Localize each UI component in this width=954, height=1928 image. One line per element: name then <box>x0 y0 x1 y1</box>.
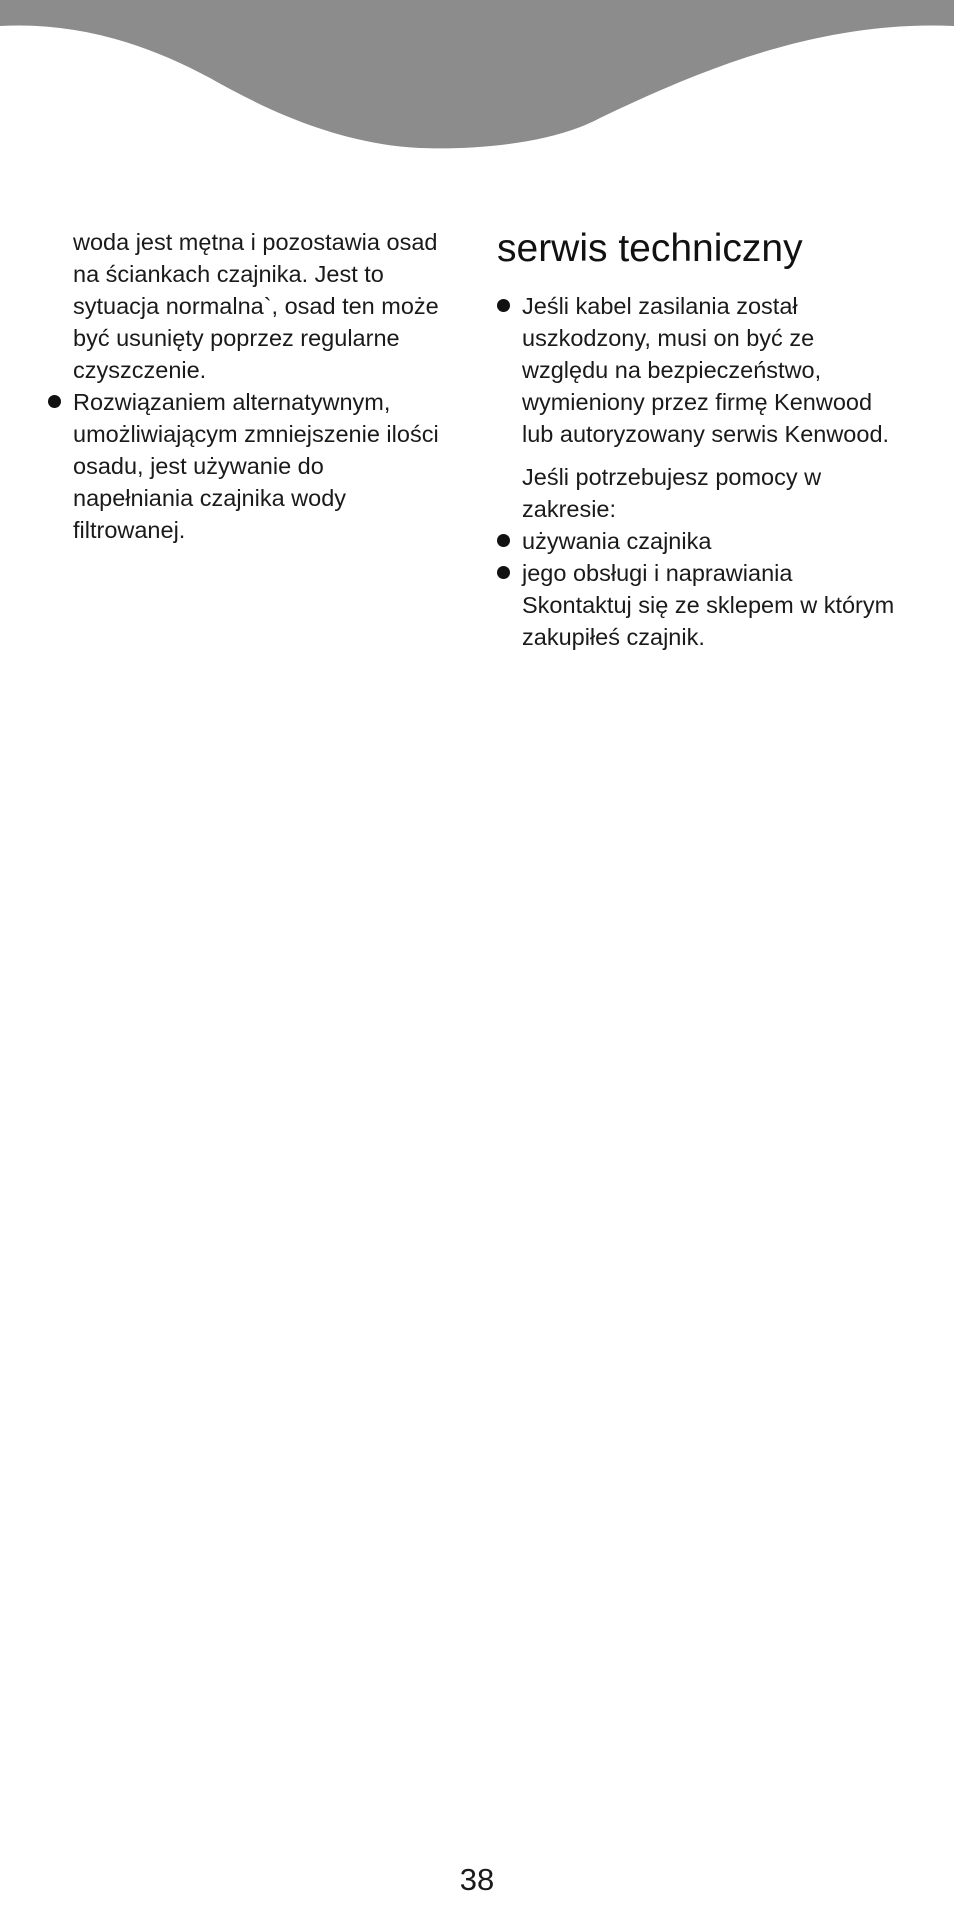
bullet-item-cable <box>497 290 927 450</box>
text-line: woda jest mętna i pozostawia osad <box>73 229 438 255</box>
text-line: filtrowanej. <box>73 517 186 543</box>
text-line: Skontaktuj się ze sklepem w którym <box>522 592 895 618</box>
text-line: napełniania czajnika wody <box>73 485 347 511</box>
text-line: na ściankach czajnika. Jest to <box>73 261 384 287</box>
text-line: używania czajnika <box>522 528 712 554</box>
text-line: lub autoryzowany serwis Kenwood. <box>522 421 890 447</box>
section-title: serwis techniczny <box>497 227 803 270</box>
bullet-item-service <box>497 557 927 653</box>
text-line: czyszczenie. <box>73 357 207 383</box>
text-line: wymieniony przez firmę Kenwood <box>522 389 873 415</box>
right-column <box>497 226 927 653</box>
text-line: względu na bezpieczeństwo, <box>522 357 822 383</box>
bullet-item-usage <box>497 525 927 557</box>
text-line: Jeśli kabel zasilania został <box>522 293 798 319</box>
text-line: Rozwiązaniem alternatywnym, <box>73 389 391 415</box>
text-line: jego obsługi i naprawiania <box>522 560 793 586</box>
header-wave-shape <box>0 0 954 148</box>
text-line: sytuacja normalna`, osad ten może <box>73 293 439 319</box>
text-line: Jeśli potrzebujesz pomocy w <box>522 464 822 490</box>
continued-paragraph <box>48 226 468 386</box>
header-wave-band <box>0 0 954 160</box>
text-line: uszkodzony, musi on być ze <box>522 325 815 351</box>
page-number: 38 <box>459 1862 495 1897</box>
text-line: osadu, jest używanie do <box>73 453 324 479</box>
left-column <box>48 226 468 546</box>
text-line: zakresie: <box>522 496 617 522</box>
bullet-item-alternative <box>48 386 468 546</box>
help-intro-paragraph <box>497 461 927 525</box>
text-line: zakupiłeś czajnik. <box>522 624 705 650</box>
text-line: umożliwiającym zmniejszenie ilości <box>73 421 439 447</box>
text-line: być usunięty poprzez regularne <box>73 325 400 351</box>
